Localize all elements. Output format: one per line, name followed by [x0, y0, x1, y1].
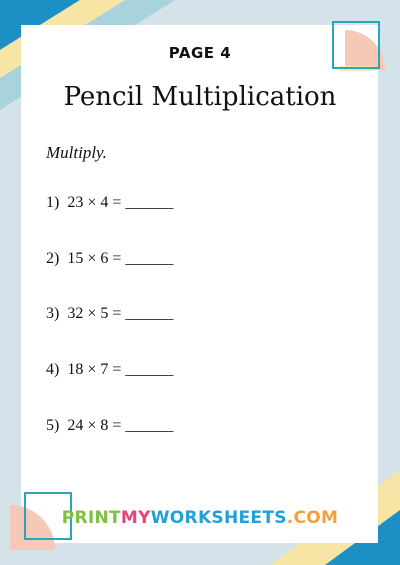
worksheet-title: Pencil Multiplication — [63, 82, 337, 112]
logo-part-com: .COM — [286, 508, 339, 528]
logo-part-my: MY — [120, 508, 151, 528]
problem-number: 5) — [46, 417, 60, 434]
problem-5 — [46, 417, 173, 435]
instruction-text: Multiply. — [46, 143, 107, 162]
problem-3 — [46, 305, 173, 323]
problem-1 — [46, 194, 173, 212]
logo-part-worksheets: WORKSHEETS — [150, 508, 287, 528]
page-label: PAGE 4 — [168, 44, 232, 62]
problem-number: 1) — [46, 194, 60, 211]
problem-expression: 24 × 8 = ______ — [67, 417, 174, 434]
problem-expression: 15 × 6 = ______ — [67, 250, 174, 267]
site-logo[interactable] — [0, 508, 400, 528]
logo-part-print: PRINT — [61, 508, 121, 528]
problem-4 — [46, 361, 173, 379]
problem-expression: 23 × 4 = ______ — [67, 194, 174, 211]
problem-number: 4) — [46, 361, 60, 378]
problem-expression: 18 × 7 = ______ — [67, 361, 174, 378]
problem-number: 2) — [46, 250, 60, 267]
problem-expression: 32 × 5 = ______ — [67, 305, 174, 322]
problem-number: 3) — [46, 305, 60, 322]
problem-2 — [46, 250, 173, 268]
